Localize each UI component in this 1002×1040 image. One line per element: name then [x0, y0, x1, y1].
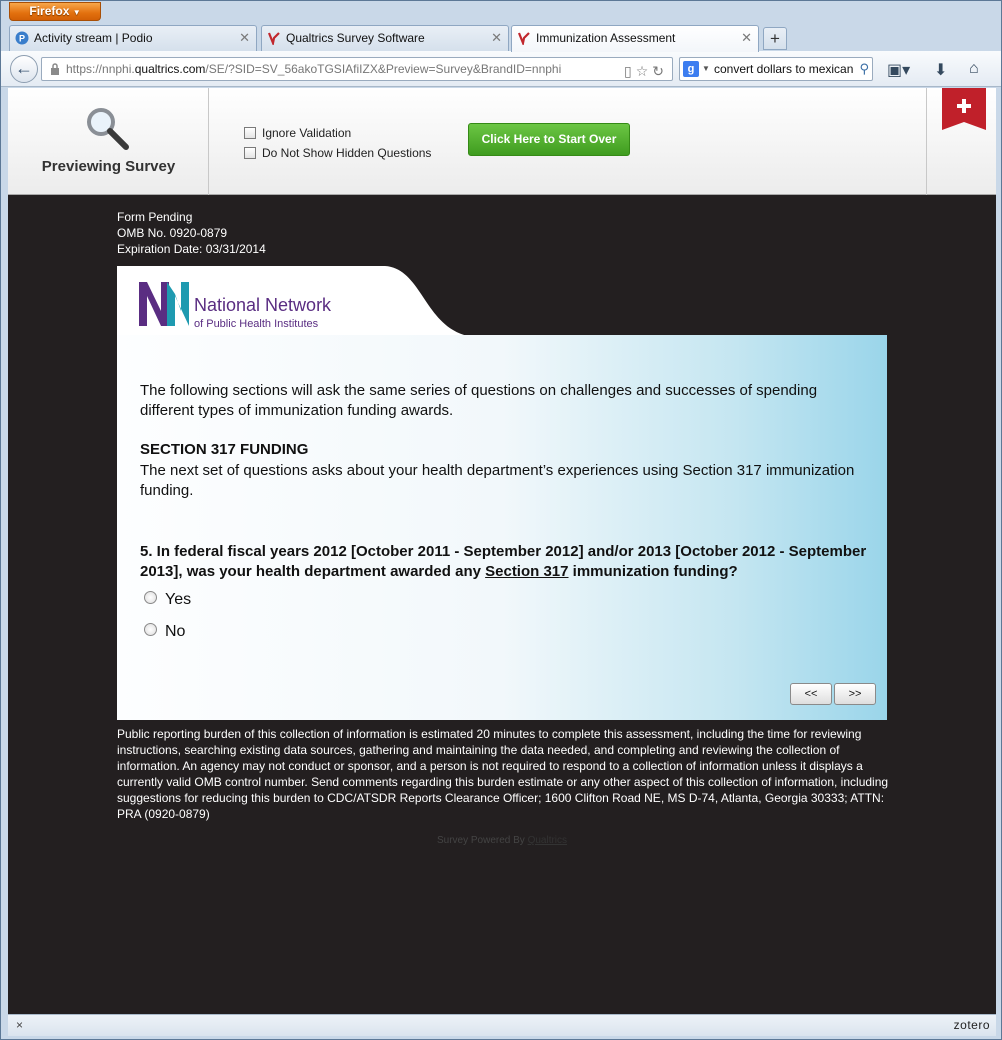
navigation-toolbar [1, 51, 1001, 87]
section-317-link[interactable]: Section 317 [485, 563, 569, 580]
address-bar[interactable] [41, 57, 673, 81]
add-bookmark-icon[interactable] [942, 88, 986, 130]
page-content [8, 88, 996, 1014]
svg-text:P: P [18, 33, 26, 44]
lock-icon [50, 63, 60, 75]
qualtrics-icon [517, 31, 531, 45]
question-text [140, 542, 875, 582]
powered-by-label: Survey Powered By [436, 835, 528, 846]
tab-title: Immunization Assessment [536, 31, 676, 45]
back-button[interactable] [10, 55, 38, 83]
search-bar[interactable] [679, 57, 873, 81]
search-input-value: convert dollars to mexican [714, 62, 854, 76]
expiration-date: Expiration Date: 03/31/2014 [117, 242, 266, 256]
survey-body [117, 335, 887, 720]
checkbox-label: Ignore Validation [262, 126, 352, 140]
powered-by [8, 835, 996, 846]
reader-icon[interactable]: ▯ [623, 63, 636, 79]
choice-label: Yes [165, 591, 192, 608]
close-icon[interactable]: ✕ [741, 30, 752, 45]
google-icon[interactable]: g [683, 61, 699, 77]
next-page-button[interactable]: >> [834, 683, 876, 705]
reload-icon[interactable]: ↻ [652, 63, 668, 79]
choice-label: No [165, 623, 186, 640]
tab-podio[interactable] [9, 25, 257, 51]
podio-icon [15, 31, 29, 45]
tab-title: Qualtrics Survey Software [286, 31, 425, 45]
radio-button[interactable] [144, 623, 157, 636]
dropdown-arrow-icon[interactable]: ▼ [702, 64, 710, 73]
firefox-menu-button[interactable] [9, 2, 101, 21]
home-icon[interactable]: ⌂ [969, 60, 979, 77]
close-icon[interactable]: ✕ [491, 30, 502, 45]
url-host: qualtrics.com [134, 62, 206, 76]
checkbox-label: Do Not Show Hidden Questions [262, 146, 432, 160]
star-icon[interactable]: ☆ [635, 63, 653, 79]
close-icon[interactable]: ✕ [239, 30, 250, 45]
back-arrow-icon: ← [15, 58, 33, 78]
new-tab-button[interactable]: + [763, 27, 787, 50]
survey-card [117, 266, 887, 720]
intro-text: The following sections will ask the same series of questions on challenges and successes of spending different types of immunization funding awards. [140, 382, 818, 419]
preview-label-area [8, 88, 209, 195]
preview-title: Previewing Survey [41, 158, 176, 175]
magnifier-icon [84, 105, 130, 151]
form-status: Form Pending [117, 210, 193, 224]
section-description: The next set of questions asks about your health department’s experiences using Section 317 immunization funding. [140, 462, 855, 499]
question-suffix: immunization funding? [568, 563, 738, 580]
bookmarks-menu-icon[interactable]: ▣▾ [887, 62, 911, 79]
checkbox-box[interactable] [244, 147, 256, 159]
dropdown-arrow-icon: ▼ [72, 8, 81, 17]
search-icon[interactable]: ⚲ [859, 61, 869, 76]
omb-number: OMB No. 0920-0879 [117, 226, 228, 240]
section-heading: SECTION 317 FUNDING [140, 441, 309, 458]
zotero-button[interactable]: zotero [953, 1018, 990, 1032]
checkbox-box[interactable] [244, 127, 256, 139]
back-page-button[interactable]: << [790, 683, 832, 705]
start-over-button[interactable]: Click Here to Start Over [468, 123, 630, 156]
logo-subtitle: of Public Health Institutes [194, 318, 319, 330]
tab-title: Activity stream | Podio [34, 31, 153, 45]
tab-strip [9, 25, 999, 51]
preview-side-panel [926, 88, 996, 195]
logo-header [117, 266, 887, 338]
download-icon[interactable]: ⬇ [934, 62, 948, 79]
tab-qualtrics[interactable] [261, 25, 509, 51]
hide-questions-checkbox[interactable] [244, 146, 431, 160]
form-info [117, 209, 266, 257]
add-on-bar [8, 1014, 996, 1036]
ignore-validation-checkbox[interactable] [244, 126, 351, 140]
url-scheme: https://nnphi. [66, 62, 135, 76]
choice-yes[interactable] [144, 591, 191, 609]
url-path: /SE/?SID=SV_56akoTGSIAfiIZX&Preview=Survey&BrandID=nnphi [205, 62, 562, 76]
preview-toolbar [8, 88, 996, 195]
qualtrics-link[interactable]: Qualtrics [527, 835, 568, 846]
burden-statement: Public reporting burden of this collection of information is estimated 20 minutes to complete this assessment, including the time for reviewing instructions, searching existing data sources, gathering and maintaining the data needed, and completing and reviewing the collection of information. An agency may not conduct or sponsor, and a person is not required to respond to a collection of information unless it displays a currently valid OMB control number. Send comments regarding this burden estimate or any other aspect of this collection of information, including suggestions for reducing this burden to CDC/ATSDR Reports Clearance Officer; 1600 Clifton Road NE, MS D-74, Atlanta, Georgia 30333; ATTN: PRA (0920-0879) [117, 727, 889, 821]
tab-immunization[interactable] [511, 25, 759, 52]
choice-no[interactable] [144, 623, 185, 641]
firefox-menu-label: Firefox [29, 4, 70, 18]
radio-button[interactable] [144, 591, 157, 604]
close-icon[interactable]: × [16, 1018, 24, 1032]
qualtrics-icon [267, 31, 281, 45]
logo-title: National Network [194, 295, 332, 315]
question-prefix: 5. In federal fiscal years 2012 [October 2011 - September 2012] and/or 2013 [October 2012 - September 2013], was your health department awarded any [140, 543, 867, 580]
